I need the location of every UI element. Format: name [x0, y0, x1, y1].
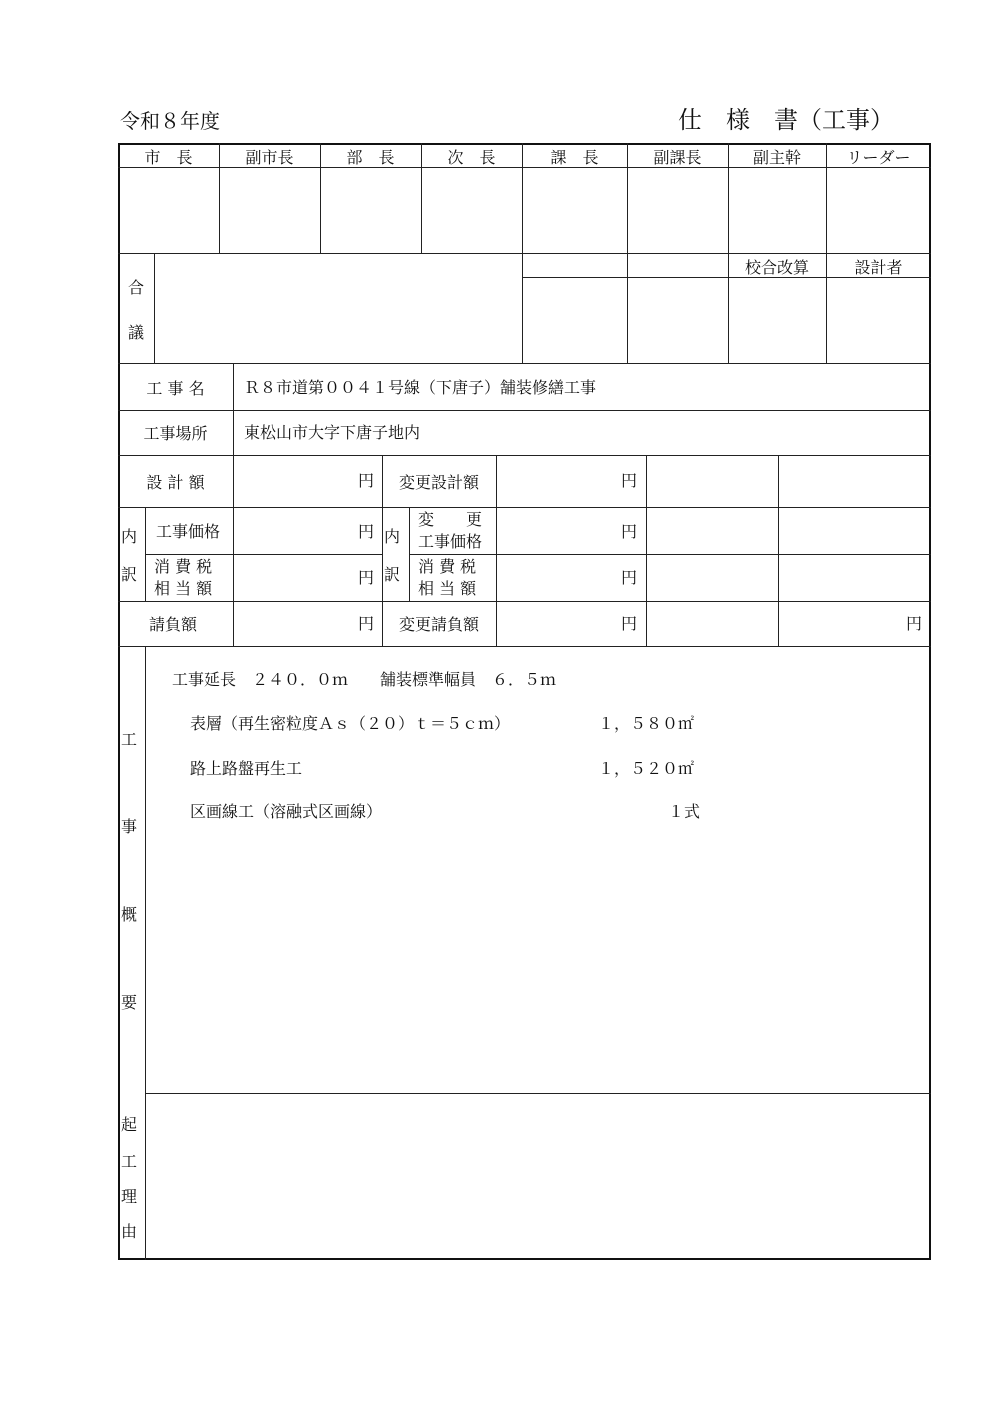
tax-yen: 円	[358, 568, 375, 587]
summary-char-1: 工	[121, 730, 138, 749]
reason-char-3: 理	[121, 1187, 138, 1206]
role-deputy-section-chief: 副課長	[653, 147, 702, 167]
summary-char-2: 事	[121, 817, 138, 836]
contract-amount-yen: 円	[358, 614, 375, 633]
role-designer: 設計者	[854, 257, 903, 277]
contract-amount-label: 請負額	[148, 615, 197, 634]
work-item-qty: １，５２０㎡	[598, 759, 695, 778]
tax-label-1: 消 費 税	[154, 557, 213, 576]
role-mayor: 市 長	[144, 147, 193, 167]
role-section-chief: 課 長	[550, 147, 599, 167]
work-item-qty: １式	[668, 802, 701, 821]
change-tax-label-2: 相 当 額	[418, 579, 477, 598]
work-extent-line: 工事延長 ２４０．０ｍ 舗装標準幅員 ６．５ｍ	[172, 670, 557, 689]
work-item-name: 区画線工（溶融式区画線）	[190, 802, 383, 821]
change-work-price-label-2: 工事価格	[418, 532, 483, 551]
breakdown-char-1: 内	[121, 527, 138, 546]
change-breakdown-char-2: 訳	[384, 565, 401, 584]
design-amount-yen: 円	[358, 471, 375, 490]
project-name-label: 工 事 名	[146, 379, 205, 398]
fiscal-year: 令和８年度	[120, 109, 220, 133]
summary-char-3: 概	[121, 905, 138, 924]
role-leader: リーダー	[846, 147, 911, 167]
change-tax-label-1: 消 費 税	[418, 557, 477, 576]
work-item-name: 路上路盤再生工	[190, 759, 303, 778]
consult-label-2: 議	[128, 323, 145, 342]
tax-label-2: 相 当 額	[154, 579, 213, 598]
role-deputy-director: 次 長	[447, 147, 496, 167]
role-assistant-manager: 副主幹	[752, 147, 801, 167]
role-director: 部 長	[346, 147, 395, 167]
reason-char-1: 起	[121, 1115, 138, 1134]
role-checker: 校合改算	[744, 257, 809, 277]
reason-char-2: 工	[121, 1152, 138, 1171]
project-location-label: 工事場所	[143, 424, 208, 443]
role-deputy-mayor: 副市長	[245, 147, 294, 167]
change-tax-yen: 円	[621, 568, 638, 587]
page-title: 仕 様 書（工事）	[678, 106, 894, 134]
project-location: 東松山市大字下唐子地内	[244, 423, 421, 442]
project-name: Ｒ８市道第００４１号線（下唐子）舗装修繕工事	[244, 378, 597, 397]
consult-label-1: 合	[128, 278, 145, 297]
change-design-amount-yen: 円	[621, 471, 638, 490]
extra-amount-yen: 円	[906, 614, 923, 633]
change-work-price-yen: 円	[621, 522, 638, 541]
change-breakdown-char-1: 内	[384, 527, 401, 546]
work-price-yen: 円	[358, 522, 375, 541]
summary-char-4: 要	[121, 993, 138, 1012]
work-item-name: 表層（再生密粒度Ａｓ（２０）ｔ＝５ｃｍ）	[190, 714, 511, 733]
change-design-amount-label: 変更設計額	[398, 472, 479, 492]
change-contract-amount-yen: 円	[621, 614, 638, 633]
design-amount-label: 設 計 額	[146, 472, 205, 492]
work-price-label: 工事価格	[156, 522, 221, 541]
breakdown-char-2: 訳	[121, 565, 138, 584]
reason-char-4: 由	[121, 1222, 138, 1241]
work-item-qty: １，５８０㎡	[598, 714, 695, 733]
change-contract-amount-label: 変更請負額	[398, 615, 479, 634]
change-work-price-label-1: 変 更	[418, 510, 483, 529]
